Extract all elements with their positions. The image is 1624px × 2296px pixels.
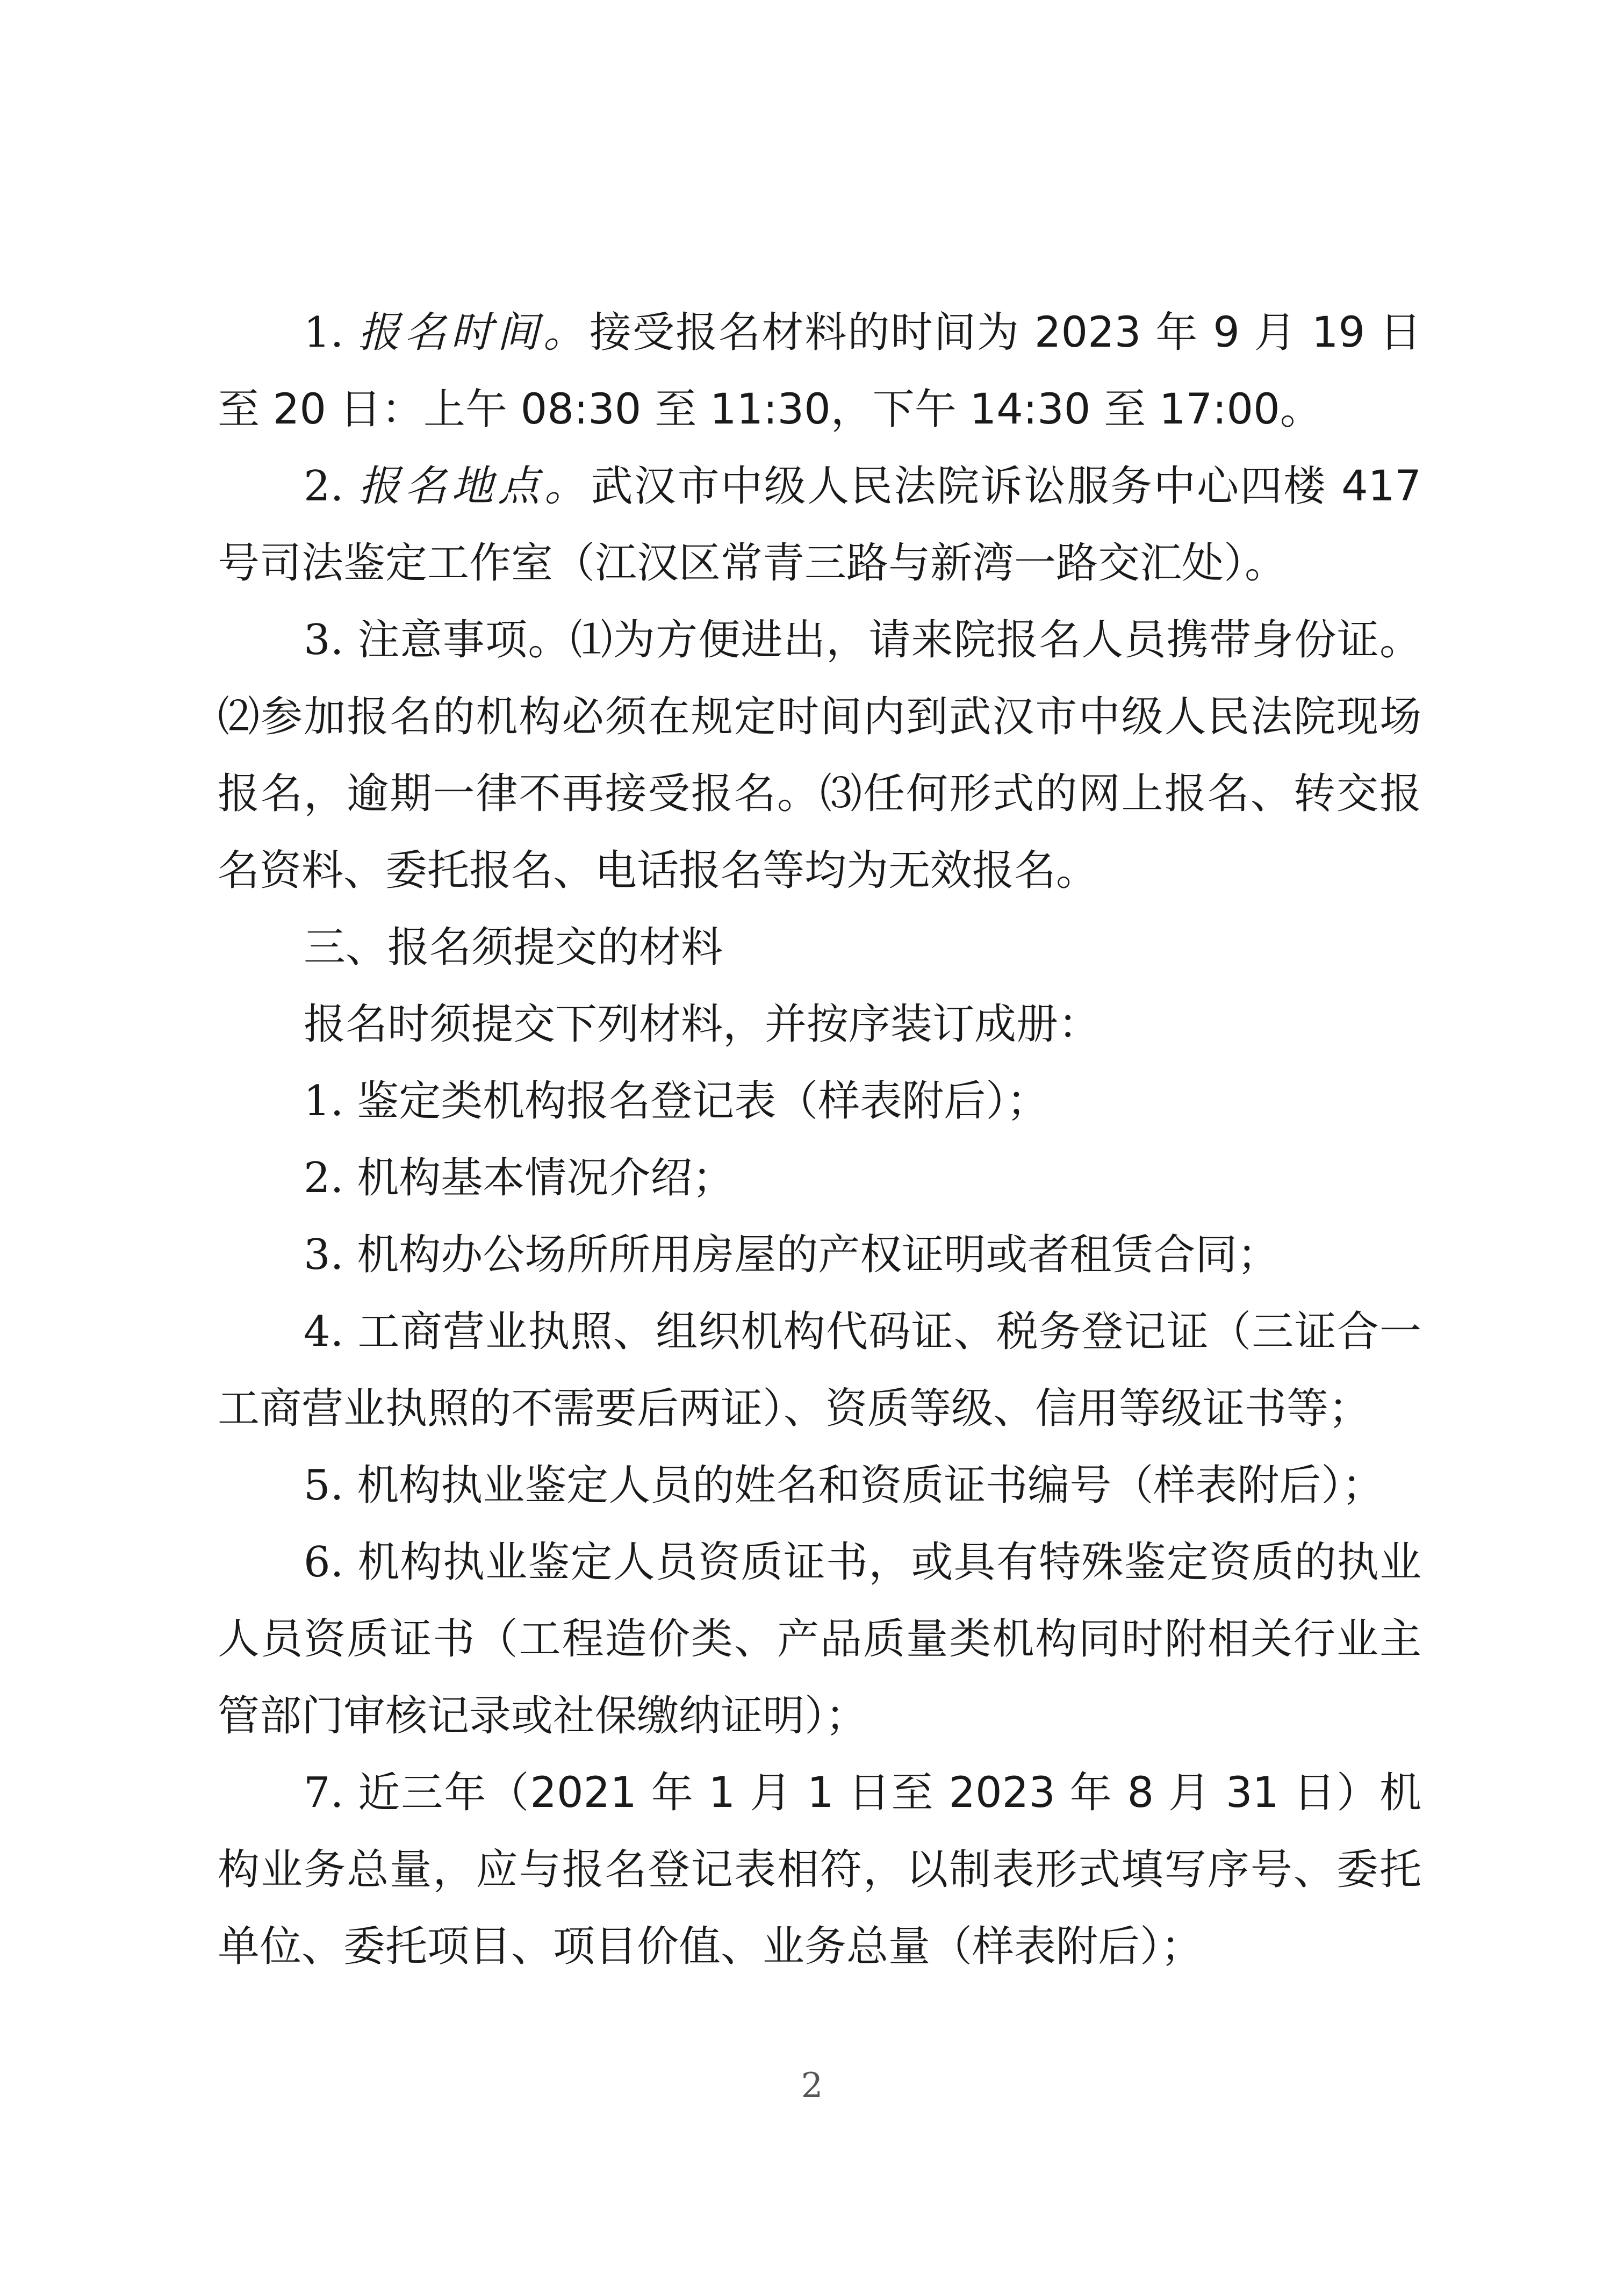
item-number: 5. [304,1461,344,1510]
item-number: 3. [304,1231,344,1279]
paragraph-notes [218,602,1421,909]
paragraph-text: ⑴为方便进出，请来院报名人员携带身份证。⑵参加报名的机构必须在规定时间内到武汉市中级人民法院现场报名，逾期一律不再接受报名。⑶任何形式的网上报名、转交报名资料、委托报名、电话报名等均为无效报名。 [218,616,1421,895]
list-item [218,1294,1421,1447]
list-item [218,1447,1421,1524]
list-item [218,1217,1421,1294]
list-item [218,1524,1421,1755]
paragraph-registration-time [218,295,1421,448]
item-text: 工商营业执照、组织机构代码证、税务登记证（三证合一工商营业执照的不需要后两证）、资质等级、信用等级证书等； [218,1308,1421,1433]
section-intro: 报名时须提交下列材料，并按序装订成册： [304,1000,1101,1049]
page-number: 2 [801,2066,823,2106]
paragraph-number: 2. [304,462,344,511]
paragraph-number: 1. [304,308,344,357]
paragraph-label: 注意事项。 [357,616,571,664]
paragraph-text: 接受报名材料的时间为 2023 年 9 月 19 日至 20 日：上午 08:30 至 11:30，下午 14:30 至 17:00。 [218,308,1421,434]
paragraph-text: 武汉市中级人民法院诉讼服务中心四楼 417 号司法鉴定工作室（江汉区常青三路与新湾一路交汇处）。 [218,462,1421,587]
item-text: 机构办公场所所用房屋的产权证明或者租赁合同； [357,1231,1280,1279]
item-number: 7. [304,1769,344,1817]
list-item [218,1140,1421,1217]
item-text: 机构执业鉴定人员的姓名和资质证书编号（样表附后）； [357,1461,1384,1510]
list-item [218,1063,1421,1140]
paragraph-number: 3. [304,616,344,664]
paragraph-label: 报名地点。 [358,462,591,511]
section-heading: 三、报名须提交的材料 [304,923,723,972]
paragraph-registration-location [218,448,1421,602]
list-item [218,1755,1421,1985]
item-number: 1. [304,1077,344,1125]
item-text: 机构基本情况介绍； [357,1154,735,1202]
item-text: 机构执业鉴定人员资质证书，或具有特殊鉴定资质的执业人员资质证书（工程造价类、产品质量类机构同时附相关行业主管部门审核记录或社保缴纳证明）； [218,1538,1421,1740]
item-number: 2. [304,1154,344,1202]
paragraph-label: 报名时间。 [358,308,590,357]
item-text: 鉴定类机构报名登记表（样表附后）； [357,1077,1049,1125]
item-text: 近三年（2021 年 1 月 1 日至 2023 年 8 月 31 日）机构业务总量，应与报名登记表相符，以制表形式填写序号、委托单位、委托项目、项目价值、业务总量（样表附后）； [218,1769,1422,1971]
item-number: 6. [304,1538,344,1587]
item-number: 4. [304,1308,344,1356]
